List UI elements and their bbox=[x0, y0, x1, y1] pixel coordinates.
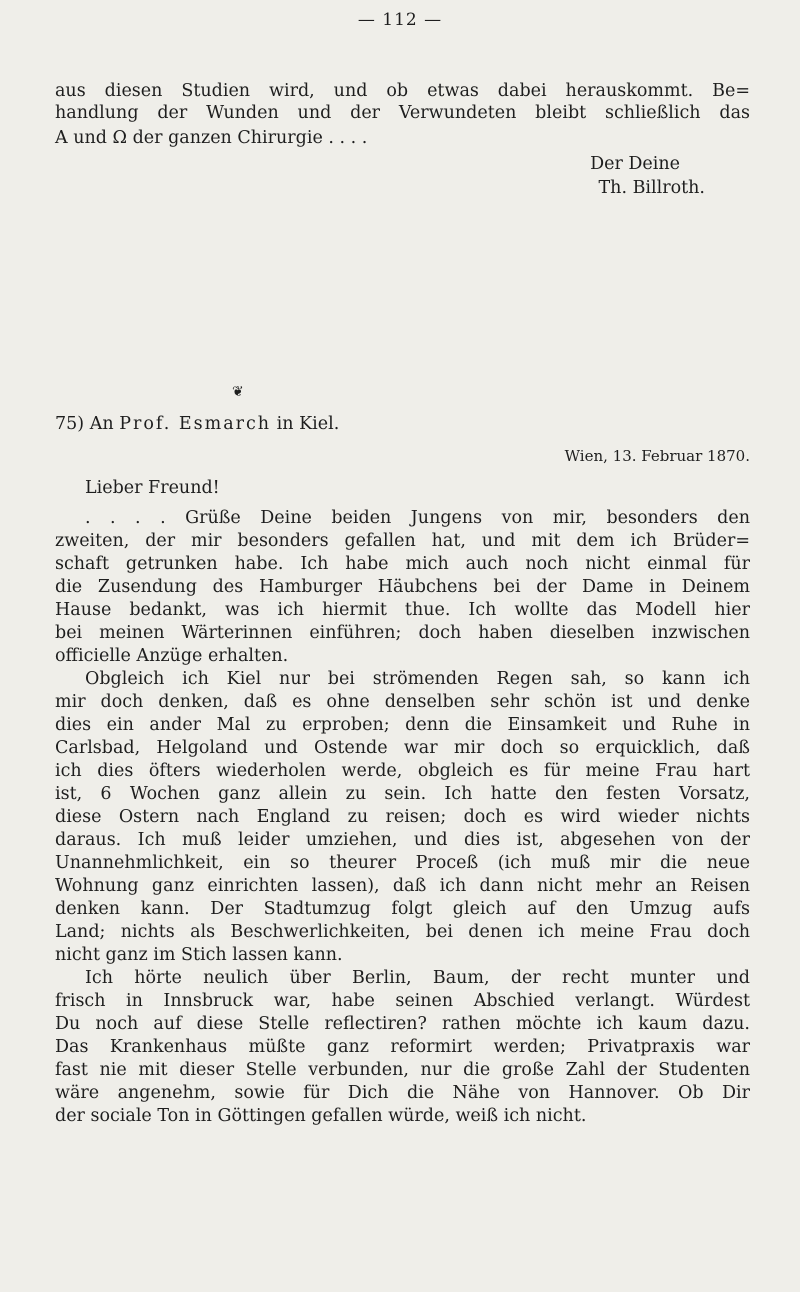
body-line: mir doch denken, daß es ohne denselben sehr schön ist und denke bbox=[55, 692, 750, 712]
heading-prefix: An bbox=[89, 414, 114, 434]
recipient-place: in Kiel. bbox=[276, 414, 340, 434]
body-line: nicht ganz im Stich lassen kann. bbox=[55, 945, 343, 965]
body-line: Carlsbad, Helgoland und Ostende war mir doch so erquicklich, daß bbox=[55, 738, 750, 758]
recipient-name: Prof. Esmarch bbox=[119, 414, 272, 434]
body-line: ist, 6 Wochen ganz allein zu sein. Ich hatte den festen Vorsatz, bbox=[55, 784, 750, 804]
body-line: der sociale Ton in Göttingen gefallen würde, weiß ich nicht. bbox=[55, 1106, 587, 1126]
intro-line: handlung der Wunden und der Verwundeten bleibt schließlich das bbox=[55, 103, 750, 123]
body-line: dies ein ander Mal zu erproben; denn die Einsamkeit und Ruhe in bbox=[55, 715, 750, 735]
letter-heading bbox=[55, 414, 339, 434]
body-line: schaft getrunken habe. Ich habe mich auch noch nicht einmal für bbox=[55, 554, 750, 574]
body-line: Du noch auf diese Stelle reflectiren? rathen möchte ich kaum dazu. bbox=[55, 1014, 750, 1034]
closing: Der Deine bbox=[590, 154, 680, 174]
signature: Th. Billroth. bbox=[598, 178, 705, 198]
body-line: Land; nichts als Beschwerlichkeiten, bei denen ich meine Frau doch bbox=[55, 922, 750, 942]
body-line: daraus. Ich muß leider umziehen, und dies ist, abgesehen von der bbox=[55, 830, 750, 850]
body-line: officielle Anzüge erhalten. bbox=[55, 646, 289, 666]
body-line: Ich hörte neulich über Berlin, Baum, der recht munter und bbox=[85, 968, 750, 988]
body-line: wäre angenehm, sowie für Dich die Nähe von Hannover. Ob Dir bbox=[55, 1083, 750, 1103]
body-line: frisch in Innsbruck war, habe seinen Abschied verlangt. Würdest bbox=[55, 991, 750, 1011]
intro-line: A und Ω der ganzen Chirurgie . . . . bbox=[55, 128, 368, 148]
salutation: Lieber Freund! bbox=[85, 478, 220, 498]
dateline: Wien, 13. Februar 1870. bbox=[564, 447, 750, 465]
body-line: denken kann. Der Stadtumzug folgt gleich auf den Umzug aufs bbox=[55, 899, 750, 919]
body-line: fast nie mit dieser Stelle verbunden, nur die große Zahl der Studenten bbox=[55, 1060, 750, 1080]
ornament-icon: ❦ bbox=[232, 384, 244, 400]
body-line: Wohnung ganz einrichten lassen), daß ich dann nicht mehr an Reisen bbox=[55, 876, 750, 896]
page-number: — 112 — bbox=[357, 10, 443, 30]
body-line: zweiten, der mir besonders gefallen hat, und mit dem ich Brüder= bbox=[55, 531, 750, 551]
body-line: die Zusendung des Hamburger Häubchens bei der Dame in Deinem bbox=[55, 577, 750, 597]
body-line: Unannehmlichkeit, ein so theurer Proceß (ich muß mir die neue bbox=[55, 853, 750, 873]
body-line: Das Krankenhaus müßte ganz reformirt werden; Privatpraxis war bbox=[55, 1037, 750, 1057]
intro-line: aus diesen Studien wird, und ob etwas dabei herauskommt. Be= bbox=[55, 81, 750, 101]
body-line: bei meinen Wärterinnen einführen; doch haben dieselben inzwischen bbox=[55, 623, 750, 643]
body-line: . . . . Grüße Deine beiden Jungens von mir, besonders den bbox=[85, 508, 750, 528]
body-line: Hause bedankt, was ich hiermit thue. Ich wollte das Modell hier bbox=[55, 600, 750, 620]
letter-number: 75) bbox=[55, 414, 85, 434]
body-line: Obgleich ich Kiel nur bei strömenden Regen sah, so kann ich bbox=[85, 669, 750, 689]
body-line: ich dies öfters wiederholen werde, obgleich es für meine Frau hart bbox=[55, 761, 750, 781]
body-line: diese Ostern nach England zu reisen; doch es wird wieder nichts bbox=[55, 807, 750, 827]
